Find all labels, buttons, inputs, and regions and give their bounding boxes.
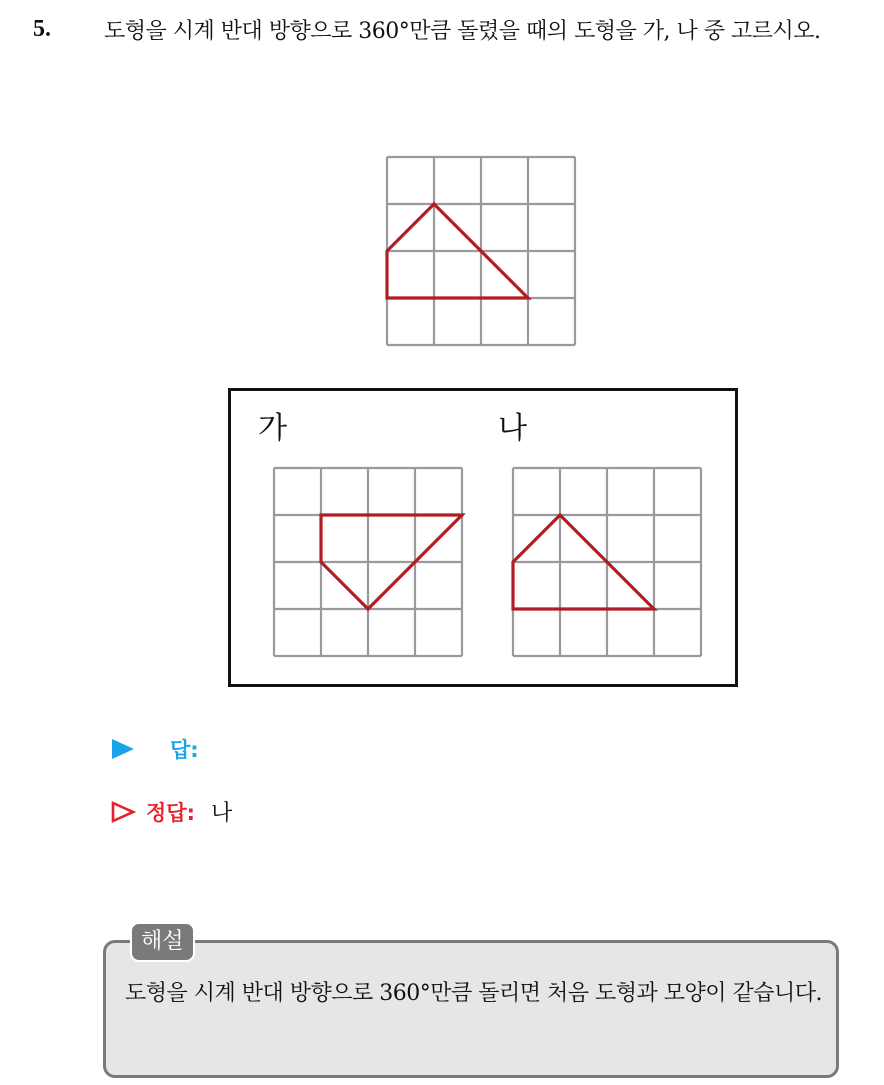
correct-answer-label: 정답:: [146, 800, 195, 825]
correct-answer-value: 나: [210, 801, 233, 826]
outline-triangle-icon: [110, 800, 136, 824]
filled-triangle-icon: [110, 737, 136, 761]
explanation-tag: 해설: [130, 922, 195, 962]
choice-label-na: 나: [498, 411, 527, 446]
choice-ga-grid: [273, 467, 463, 657]
question-text: 도형을 시계 반대 방향으로 360°만큼 돌렸을 때의 도형을 가, 나 중 고르시오.: [104, 19, 821, 44]
choice-na-grid: [512, 467, 702, 657]
correct-answer-row: [110, 796, 232, 827]
explanation-text: 도형을 시계 반대 방향으로 360°만큼 돌리면 처음 도형과 모양이 같습니다.: [125, 981, 822, 1006]
original-shape-grid: [386, 156, 576, 346]
question-number: 5.: [33, 16, 51, 42]
answer-label: 답:: [170, 738, 199, 762]
choice-label-ga: 가: [258, 411, 287, 446]
answer-row: [110, 734, 199, 764]
